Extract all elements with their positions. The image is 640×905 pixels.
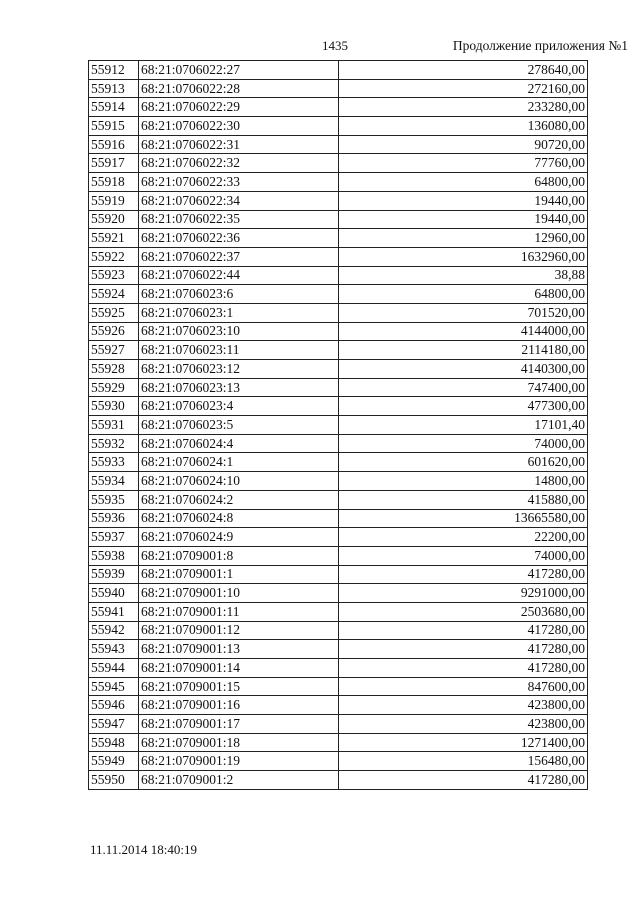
row-number: 55927 bbox=[89, 341, 139, 360]
table-row bbox=[89, 378, 588, 397]
cadastral-value: 233280,00 bbox=[339, 98, 588, 117]
cadastral-number: 68:21:0706022:44 bbox=[139, 266, 339, 285]
cadastral-number: 68:21:0706022:35 bbox=[139, 210, 339, 229]
cadastral-value: 417280,00 bbox=[339, 640, 588, 659]
cadastral-number: 68:21:0706024:1 bbox=[139, 453, 339, 472]
cadastral-number: 68:21:0709001:12 bbox=[139, 621, 339, 640]
cadastral-value: 12960,00 bbox=[339, 229, 588, 248]
cadastral-number: 68:21:0706022:34 bbox=[139, 191, 339, 210]
table-body bbox=[89, 61, 588, 790]
row-number: 55941 bbox=[89, 602, 139, 621]
cadastral-value: 701520,00 bbox=[339, 303, 588, 322]
cadastral-number: 68:21:0706023:12 bbox=[139, 360, 339, 379]
table-row bbox=[89, 191, 588, 210]
table-row bbox=[89, 453, 588, 472]
page-number: 1435 bbox=[322, 38, 348, 53]
table-row bbox=[89, 696, 588, 715]
row-number: 55948 bbox=[89, 733, 139, 752]
row-number: 55930 bbox=[89, 397, 139, 416]
row-number: 55946 bbox=[89, 696, 139, 715]
table-row bbox=[89, 341, 588, 360]
cadastral-number: 68:21:0706024:10 bbox=[139, 472, 339, 491]
table-row bbox=[89, 621, 588, 640]
footer-timestamp: 11.11.2014 18:40:19 bbox=[90, 842, 198, 857]
cadastral-number: 68:21:0709001:17 bbox=[139, 715, 339, 734]
cadastral-number: 68:21:0709001:18 bbox=[139, 733, 339, 752]
cadastral-value: 747400,00 bbox=[339, 378, 588, 397]
cadastral-number: 68:21:0709001:16 bbox=[139, 696, 339, 715]
table-row bbox=[89, 733, 588, 752]
table-row bbox=[89, 640, 588, 659]
cadastral-value: 477300,00 bbox=[339, 397, 588, 416]
cadastral-value: 278640,00 bbox=[339, 61, 588, 80]
cadastral-number: 68:21:0709001:8 bbox=[139, 546, 339, 565]
row-number: 55950 bbox=[89, 771, 139, 790]
cadastral-value: 38,88 bbox=[339, 266, 588, 285]
table-row bbox=[89, 434, 588, 453]
cadastral-number: 68:21:0709001:14 bbox=[139, 659, 339, 678]
cadastral-value-table bbox=[88, 60, 588, 790]
cadastral-number: 68:21:0706023:13 bbox=[139, 378, 339, 397]
table-row bbox=[89, 602, 588, 621]
cadastral-number: 68:21:0706024:8 bbox=[139, 509, 339, 528]
cadastral-value: 156480,00 bbox=[339, 752, 588, 771]
table-row bbox=[89, 509, 588, 528]
table-row bbox=[89, 266, 588, 285]
table-row bbox=[89, 715, 588, 734]
cadastral-number: 68:21:0706024:9 bbox=[139, 528, 339, 547]
table-row bbox=[89, 416, 588, 435]
cadastral-number: 68:21:0706023:4 bbox=[139, 397, 339, 416]
cadastral-number: 68:21:0706024:4 bbox=[139, 434, 339, 453]
cadastral-number: 68:21:0706022:27 bbox=[139, 61, 339, 80]
row-number: 55939 bbox=[89, 565, 139, 584]
table-row bbox=[89, 285, 588, 304]
row-number: 55915 bbox=[89, 117, 139, 136]
cadastral-number: 68:21:0706022:28 bbox=[139, 79, 339, 98]
row-number: 55921 bbox=[89, 229, 139, 248]
cadastral-value: 1271400,00 bbox=[339, 733, 588, 752]
row-number: 55912 bbox=[89, 61, 139, 80]
table-row bbox=[89, 565, 588, 584]
row-number: 55919 bbox=[89, 191, 139, 210]
cadastral-number: 68:21:0709001:15 bbox=[139, 677, 339, 696]
cadastral-value: 136080,00 bbox=[339, 117, 588, 136]
row-number: 55937 bbox=[89, 528, 139, 547]
cadastral-number: 68:21:0709001:13 bbox=[139, 640, 339, 659]
row-number: 55943 bbox=[89, 640, 139, 659]
row-number: 55936 bbox=[89, 509, 139, 528]
table-row bbox=[89, 303, 588, 322]
row-number: 55916 bbox=[89, 135, 139, 154]
table-row bbox=[89, 210, 588, 229]
cadastral-value: 74000,00 bbox=[339, 546, 588, 565]
cadastral-value: 417280,00 bbox=[339, 771, 588, 790]
table-row bbox=[89, 135, 588, 154]
cadastral-value: 4140300,00 bbox=[339, 360, 588, 379]
row-number: 55914 bbox=[89, 98, 139, 117]
row-number: 55949 bbox=[89, 752, 139, 771]
table-row bbox=[89, 771, 588, 790]
row-number: 55933 bbox=[89, 453, 139, 472]
cadastral-value: 14800,00 bbox=[339, 472, 588, 491]
cadastral-value: 2114180,00 bbox=[339, 341, 588, 360]
table-row bbox=[89, 584, 588, 603]
cadastral-value: 423800,00 bbox=[339, 715, 588, 734]
cadastral-value: 2503680,00 bbox=[339, 602, 588, 621]
cadastral-value: 13665580,00 bbox=[339, 509, 588, 528]
row-number: 55945 bbox=[89, 677, 139, 696]
cadastral-number: 68:21:0706022:37 bbox=[139, 247, 339, 266]
row-number: 55922 bbox=[89, 247, 139, 266]
cadastral-number: 68:21:0706022:31 bbox=[139, 135, 339, 154]
cadastral-number: 68:21:0706022:33 bbox=[139, 173, 339, 192]
cadastral-number: 68:21:0706023:1 bbox=[139, 303, 339, 322]
cadastral-value: 64800,00 bbox=[339, 173, 588, 192]
cadastral-number: 68:21:0709001:11 bbox=[139, 602, 339, 621]
cadastral-number: 68:21:0706022:30 bbox=[139, 117, 339, 136]
cadastral-number: 68:21:0706022:32 bbox=[139, 154, 339, 173]
row-number: 55947 bbox=[89, 715, 139, 734]
row-number: 55929 bbox=[89, 378, 139, 397]
row-number: 55928 bbox=[89, 360, 139, 379]
cadastral-value: 64800,00 bbox=[339, 285, 588, 304]
table-row bbox=[89, 98, 588, 117]
table-row bbox=[89, 397, 588, 416]
table-row bbox=[89, 154, 588, 173]
table-row bbox=[89, 490, 588, 509]
table-row bbox=[89, 173, 588, 192]
cadastral-value: 415880,00 bbox=[339, 490, 588, 509]
table-row bbox=[89, 528, 588, 547]
cadastral-value: 22200,00 bbox=[339, 528, 588, 547]
row-number: 55931 bbox=[89, 416, 139, 435]
table-row bbox=[89, 360, 588, 379]
table-row bbox=[89, 79, 588, 98]
table-row bbox=[89, 752, 588, 771]
row-number: 55920 bbox=[89, 210, 139, 229]
row-number: 55924 bbox=[89, 285, 139, 304]
table-row bbox=[89, 229, 588, 248]
table-row bbox=[89, 677, 588, 696]
cadastral-value: 17101,40 bbox=[339, 416, 588, 435]
cadastral-number: 68:21:0709001:1 bbox=[139, 565, 339, 584]
cadastral-number: 68:21:0709001:19 bbox=[139, 752, 339, 771]
cadastral-value: 19440,00 bbox=[339, 191, 588, 210]
cadastral-number: 68:21:0706022:36 bbox=[139, 229, 339, 248]
row-number: 55942 bbox=[89, 621, 139, 640]
row-number: 55925 bbox=[89, 303, 139, 322]
table-row bbox=[89, 472, 588, 491]
row-number: 55917 bbox=[89, 154, 139, 173]
cadastral-value: 417280,00 bbox=[339, 565, 588, 584]
row-number: 55934 bbox=[89, 472, 139, 491]
cadastral-number: 68:21:0706023:5 bbox=[139, 416, 339, 435]
row-number: 55923 bbox=[89, 266, 139, 285]
table-row bbox=[89, 659, 588, 678]
appendix-title: Продолжение приложения №1 bbox=[452, 38, 628, 53]
table-row bbox=[89, 322, 588, 341]
cadastral-number: 68:21:0706022:29 bbox=[139, 98, 339, 117]
table-row bbox=[89, 117, 588, 136]
cadastral-value: 74000,00 bbox=[339, 434, 588, 453]
table-row bbox=[89, 247, 588, 266]
cadastral-value: 1632960,00 bbox=[339, 247, 588, 266]
cadastral-value: 272160,00 bbox=[339, 79, 588, 98]
row-number: 55944 bbox=[89, 659, 139, 678]
table-row bbox=[89, 546, 588, 565]
row-number: 55918 bbox=[89, 173, 139, 192]
cadastral-value: 423800,00 bbox=[339, 696, 588, 715]
cadastral-value: 847600,00 bbox=[339, 677, 588, 696]
cadastral-value: 417280,00 bbox=[339, 659, 588, 678]
row-number: 55932 bbox=[89, 434, 139, 453]
row-number: 55926 bbox=[89, 322, 139, 341]
cadastral-number: 68:21:0706023:11 bbox=[139, 341, 339, 360]
row-number: 55938 bbox=[89, 546, 139, 565]
row-number: 55935 bbox=[89, 490, 139, 509]
cadastral-number: 68:21:0709001:2 bbox=[139, 771, 339, 790]
cadastral-number: 68:21:0709001:10 bbox=[139, 584, 339, 603]
cadastral-number: 68:21:0706024:2 bbox=[139, 490, 339, 509]
cadastral-value: 77760,00 bbox=[339, 154, 588, 173]
table-row bbox=[89, 61, 588, 80]
cadastral-number: 68:21:0706023:10 bbox=[139, 322, 339, 341]
cadastral-value: 601620,00 bbox=[339, 453, 588, 472]
cadastral-value: 9291000,00 bbox=[339, 584, 588, 603]
cadastral-value: 4144000,00 bbox=[339, 322, 588, 341]
cadastral-value: 90720,00 bbox=[339, 135, 588, 154]
row-number: 55913 bbox=[89, 79, 139, 98]
cadastral-number: 68:21:0706023:6 bbox=[139, 285, 339, 304]
cadastral-value: 417280,00 bbox=[339, 621, 588, 640]
row-number: 55940 bbox=[89, 584, 139, 603]
cadastral-value: 19440,00 bbox=[339, 210, 588, 229]
